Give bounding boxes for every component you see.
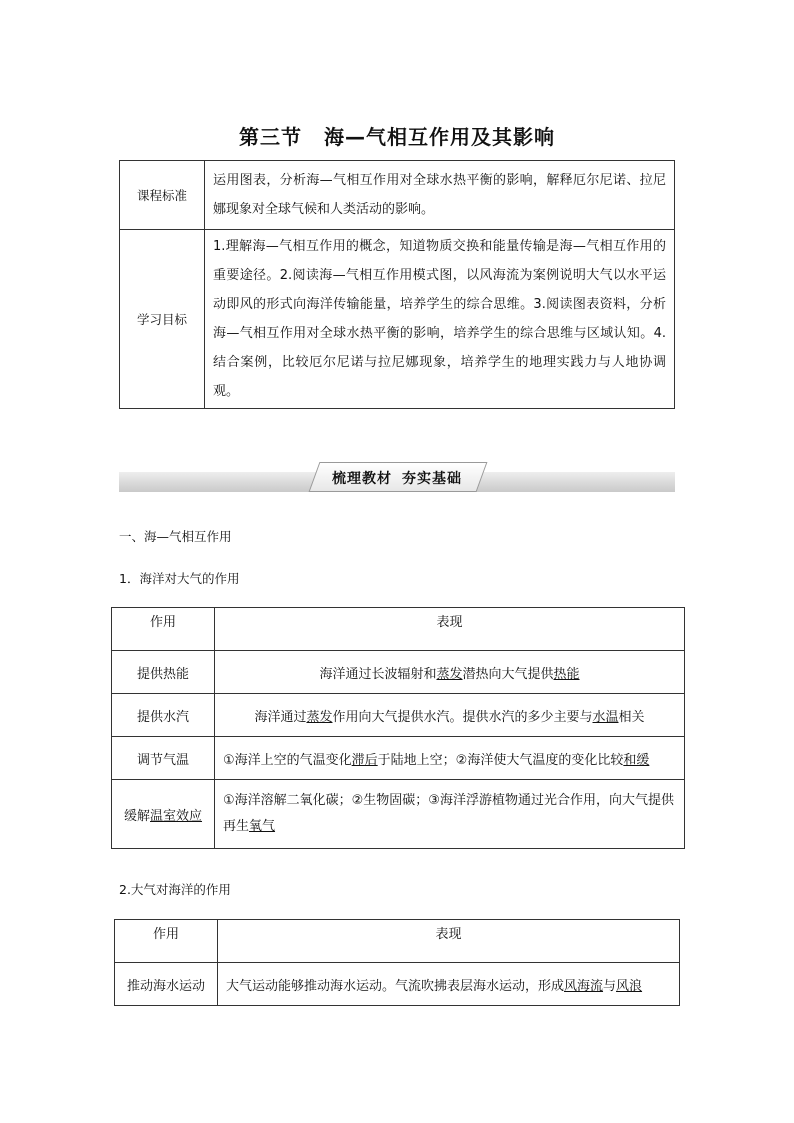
subsection-heading-2: 2.大气对海洋的作用 — [119, 882, 231, 897]
table-row — [112, 694, 685, 737]
section-heading: 一、海—气相互作用 — [119, 529, 232, 544]
goals-text: 1.理解海—气相互作用的概念，知道物质交换和能量传输是海—气相互作用的重要途径。2.阅读海—气相互作用模式图，以风海流为案例说明大气以水平运动即风的形式向海洋传输能量，培养学生的综合思维。3.阅读图表资料，分析海—气相互作用对全球水热平衡的影响，培养学生的综合思维与区域认知。4.结合案例，比较厄尔尼诺与拉尼娜现象，培养学生的地理实践力与人地协调观。 — [205, 230, 675, 409]
table-row — [112, 780, 685, 849]
banner-label-left: 梳理教材 — [332, 471, 392, 487]
table-row — [120, 161, 675, 230]
ocean-to-atmosphere-table — [111, 607, 685, 849]
role-cell: 推动海水运动 — [115, 963, 218, 1006]
column-header-role: 作用 — [112, 608, 215, 651]
role-cell: 提供水汽 — [112, 694, 215, 737]
role-cell: 调节气温 — [112, 737, 215, 780]
fill-blank: 温室效应 — [150, 808, 203, 824]
standard-label: 课程标准 — [120, 161, 205, 230]
table-row — [112, 651, 685, 694]
column-header-effect: 表现 — [215, 608, 685, 651]
page-title — [0, 121, 794, 150]
fill-blank: 滞后 — [351, 752, 378, 768]
effect-cell: 海洋通过蒸发作用向大气提供水汽。提供水汽的多少主要与水温相关 — [215, 694, 685, 737]
fill-blank: 热能 — [553, 666, 580, 682]
table-header-row — [112, 608, 685, 651]
effect-cell: ①海洋溶解二氧化碳；②生物固碳；③海洋浮游植物通过光合作用，向大气提供再生氧气 — [215, 780, 685, 849]
table-row — [115, 963, 680, 1006]
standard-text: 运用图表，分析海—气相互作用对全球水热平衡的影响，解释厄尔尼诺、拉尼娜现象对全球气候和人类活动的影响。 — [205, 161, 675, 230]
goals-label: 学习目标 — [120, 230, 205, 409]
table-header-row — [115, 920, 680, 963]
effect-cell: 海洋通过长波辐射和蒸发潜热向大气提供热能 — [215, 651, 685, 694]
fill-blank: 水温 — [592, 709, 619, 725]
banner-label-right: 夯实基础 — [402, 471, 462, 487]
title-text: 海—气相互作用及其影响 — [324, 125, 555, 149]
objectives-table — [119, 160, 675, 409]
role-cell: 缓解温室效应 — [112, 780, 215, 849]
table-row — [112, 737, 685, 780]
role-cell: 提供热能 — [112, 651, 215, 694]
section-banner — [119, 458, 675, 494]
fill-blank: 和缓 — [623, 752, 650, 768]
banner-label — [314, 468, 480, 488]
fill-blank: 氧气 — [249, 819, 276, 834]
column-header-role: 作用 — [115, 920, 218, 963]
effect-cell: 大气运动能够推动海水运动。气流吹拂表层海水运动，形成风海流与风浪 — [218, 963, 680, 1006]
subsection-heading-1: 1．海洋对大气的作用 — [119, 571, 240, 586]
title-section-number: 第三节 — [239, 125, 302, 149]
table-row — [120, 230, 675, 409]
effect-cell: ①海洋上空的气温变化滞后于陆地上空；②海洋使大气温度的变化比较和缓 — [215, 737, 685, 780]
fill-blank: 蒸发 — [306, 709, 333, 725]
column-header-effect: 表现 — [218, 920, 680, 963]
fill-blank: 蒸发 — [436, 666, 463, 682]
fill-blank: 风海流 — [564, 978, 604, 994]
fill-blank: 风浪 — [616, 978, 643, 994]
atmosphere-to-ocean-table — [114, 919, 680, 1006]
